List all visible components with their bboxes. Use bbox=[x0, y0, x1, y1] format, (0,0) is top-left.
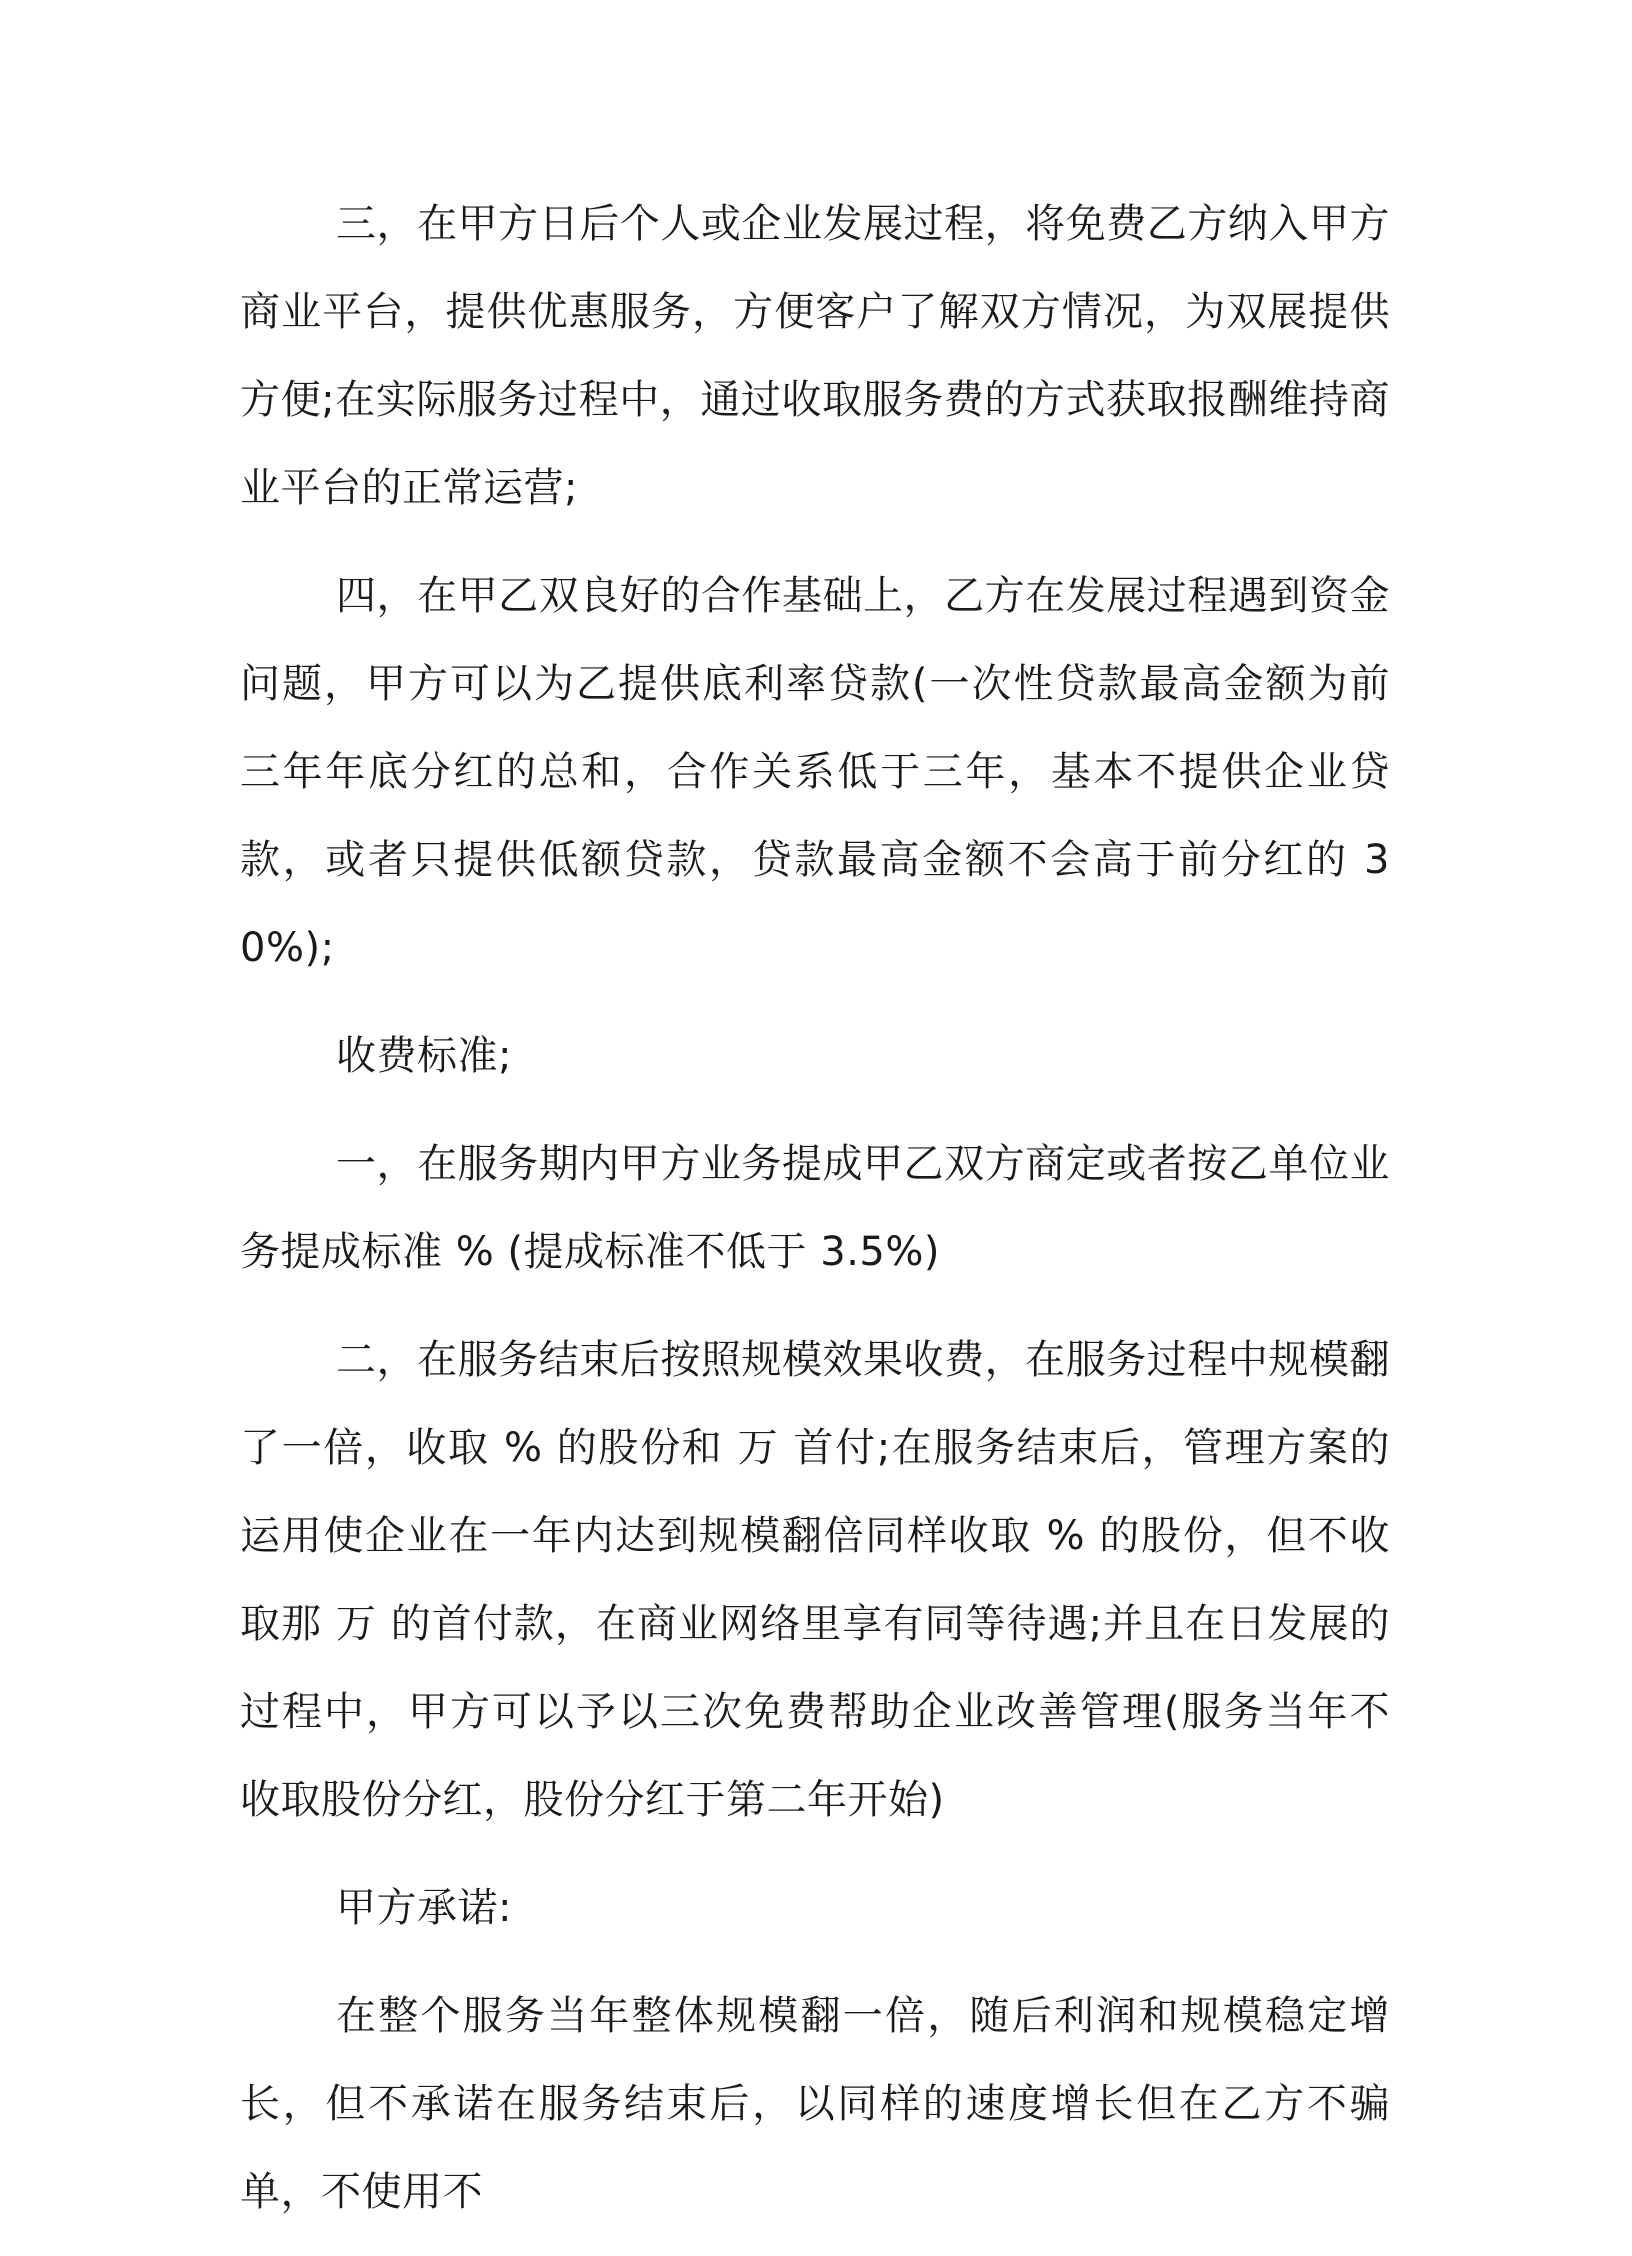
paragraph-fee-one: 一，在服务期内甲方业务提成甲乙双方商定或者按乙单位业务提成标准 % (提成标准不低于 3.5%) bbox=[240, 1141, 1390, 1275]
paragraph-clause-four: 四，在甲乙双良好的合作基础上，乙方在发展过程遇到资金问题，甲方可以为乙提供底利率贷款(一次性贷款最高金额为前三年年底分红的总和，合作关系低于三年，基本不提供企业贷款，或者只提供低额贷款，贷款最高金额不会高于前分红的 30%); bbox=[240, 573, 1390, 971]
paragraph-party-a-promise-heading: 甲方承诺: bbox=[336, 1885, 512, 1931]
paragraph-party-a-promise: 在整个服务当年整体规模翻一倍，随后利润和规模稳定增长，但不承诺在服务结束后，以同样的速度增长但在乙方不骗单，不使用不 bbox=[240, 1993, 1390, 2215]
paragraph-fee-standard-heading: 收费标准; bbox=[336, 1033, 512, 1079]
document-body bbox=[240, 180, 1390, 2256]
paragraph-clause-three: 三，在甲方日后个人或企业发展过程，将免费乙方纳入甲方商业平台，提供优惠服务，方便客户了解双方情况，为双展提供方便;在实际服务过程中，通过收取服务费的方式获取报酬维持商业平台的正常运营; bbox=[240, 201, 1390, 511]
paragraph-fee-two: 二，在服务结束后按照规模效果收费，在服务过程中规模翻了一倍，收取 % 的股份和 万 首付;在服务结束后，管理方案的运用使企业在一年内达到规模翻倍同样收取 % 的股份，但不收取那 万 的首付款，在商业网络里享有同等待遇;并且在日发展的过程中，甲方可以予以三次免费帮助企业改善管理(服务当年不收取股份分红，股份分红于第二年开始) bbox=[240, 1337, 1390, 1823]
